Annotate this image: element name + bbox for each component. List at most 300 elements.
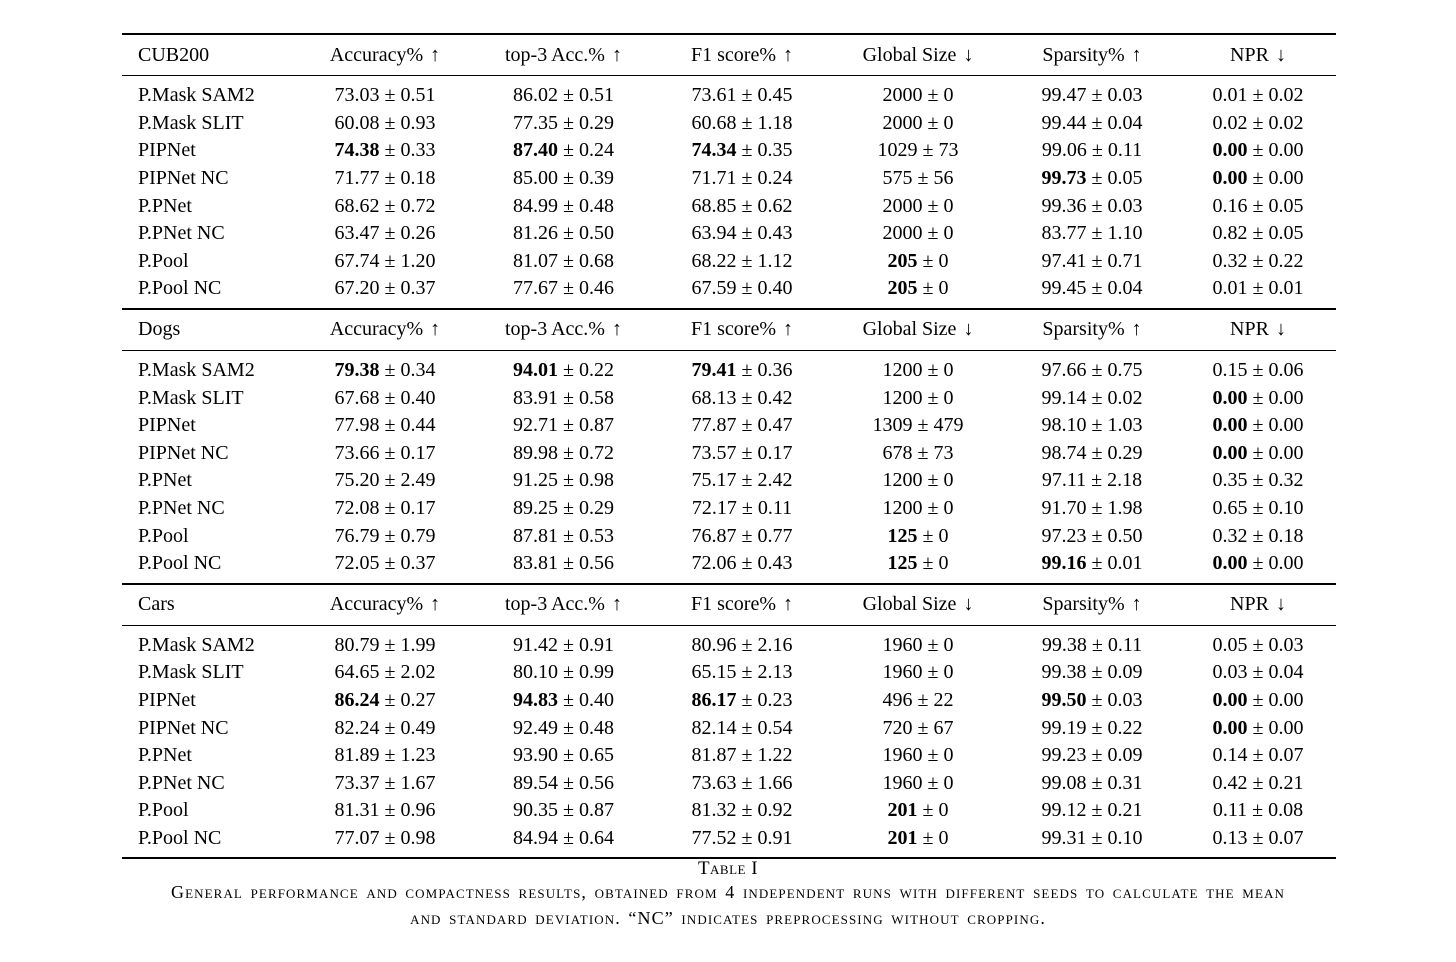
metric-cell <box>652 165 832 193</box>
metric-value: 0.00 <box>1212 414 1248 437</box>
metric-value: 1200 <box>882 359 923 382</box>
metric-value: 720 <box>882 716 913 739</box>
metric-value: 79.38 <box>334 359 380 382</box>
metric-value: 1960 <box>882 661 923 684</box>
metric-value: 83.81 <box>513 552 558 575</box>
metric-value: 75.20 <box>334 469 380 492</box>
metric-cell <box>832 384 1004 412</box>
metric-value: 67.68 <box>334 386 380 409</box>
metric-cell <box>832 192 1004 220</box>
metric-value: 94.83 <box>513 688 558 711</box>
table-row <box>122 522 1336 550</box>
metric-cell <box>832 742 1004 770</box>
column-header-label: NPR <box>1230 318 1269 341</box>
metric-stddev: ± 1.10 <box>1086 222 1143 245</box>
column-header-label: Accuracy% <box>329 318 424 341</box>
metric-value: 73.61 <box>691 84 737 107</box>
metric-cell <box>1004 659 1180 687</box>
metric-stddev: ± 0.77 <box>736 524 793 547</box>
metric-stddev: ± 0.01 <box>1086 552 1143 575</box>
column-header <box>1004 584 1180 626</box>
metric-cell <box>832 495 1004 523</box>
metric-value: 2000 <box>882 222 923 245</box>
metric-value: 89.25 <box>513 497 558 520</box>
metric-value: 678 <box>882 441 913 464</box>
table-row <box>122 275 1336 308</box>
section-table-cars <box>122 583 1336 858</box>
metric-value: 92.71 <box>513 414 558 437</box>
metric-stddev: ± 0.99 <box>558 661 614 684</box>
table-row <box>122 440 1336 468</box>
metric-value: 83.77 <box>1041 222 1087 245</box>
metric-cell <box>475 797 652 825</box>
metric-stddev: ± 0.22 <box>1086 716 1143 739</box>
metric-cell <box>652 220 832 248</box>
metric-cell <box>295 825 475 858</box>
metric-cell <box>1004 275 1180 308</box>
section-table-cub200 <box>122 33 1336 308</box>
column-header <box>832 309 1004 351</box>
metric-value: 73.63 <box>691 771 737 794</box>
metric-stddev: ± 0.51 <box>379 84 436 107</box>
metric-stddev: ± 0.53 <box>558 524 614 547</box>
metric-stddev: ± 0 <box>917 249 949 272</box>
metric-value: 97.41 <box>1041 249 1087 272</box>
metric-stddev: ± 0.42 <box>736 386 793 409</box>
metric-cell <box>295 687 475 715</box>
metric-cell <box>1180 384 1336 412</box>
metric-cell <box>475 825 652 858</box>
table-row <box>122 248 1336 276</box>
metric-cell <box>295 350 475 384</box>
metric-cell <box>1180 165 1336 193</box>
metric-stddev: ± 0.24 <box>736 167 793 190</box>
metric-stddev: ± 479 <box>912 414 964 437</box>
metric-value: 0.16 <box>1212 194 1248 217</box>
metric-cell <box>1180 110 1336 138</box>
metric-stddev: ± 0.56 <box>558 771 614 794</box>
arrow-up-icon: ↑ <box>1126 593 1142 615</box>
metric-cell <box>475 625 652 659</box>
metric-value: 77.35 <box>513 111 558 134</box>
metric-value: 575 <box>882 167 913 190</box>
metric-stddev: ± 0.51 <box>558 84 614 107</box>
metric-stddev: ± 0.10 <box>1247 497 1304 520</box>
metric-cell <box>295 275 475 308</box>
metric-stddev: ± 0.22 <box>1247 249 1304 272</box>
method-name: P.Pool <box>138 799 189 822</box>
dataset-name: Dogs <box>138 318 181 341</box>
metric-stddev: ± 0.98 <box>558 469 614 492</box>
table-row <box>122 412 1336 440</box>
metric-cell <box>1004 440 1180 468</box>
metric-stddev: ± 0.00 <box>1247 414 1304 437</box>
metric-stddev: ± 0.05 <box>1247 194 1304 217</box>
metric-value: 72.17 <box>691 497 737 520</box>
arrow-up-icon: ↑ <box>777 318 793 341</box>
metric-value: 0.15 <box>1212 359 1248 382</box>
metric-value: 99.12 <box>1041 799 1087 822</box>
metric-cell <box>295 742 475 770</box>
table-row <box>122 825 1336 858</box>
metric-cell <box>1180 220 1336 248</box>
arrow-down-icon: ↓ <box>1270 593 1286 615</box>
metric-stddev: ± 1.99 <box>379 633 436 656</box>
metric-cell <box>1180 275 1336 308</box>
metric-stddev: ± 0.05 <box>1086 167 1143 190</box>
column-header <box>1180 309 1336 351</box>
metric-value: 99.50 <box>1041 688 1087 711</box>
method-name: P.Mask SLIT <box>138 111 244 134</box>
metric-stddev: ± 22 <box>912 688 954 711</box>
metric-cell <box>652 192 832 220</box>
metric-stddev: ± 0.54 <box>736 716 793 739</box>
metric-value: 80.96 <box>691 633 737 656</box>
metric-stddev: ± 0.00 <box>1247 552 1304 575</box>
table-row <box>122 137 1336 165</box>
metric-cell <box>832 467 1004 495</box>
metric-stddev: ± 0.39 <box>558 167 614 190</box>
metric-cell <box>1180 522 1336 550</box>
metric-cell <box>1004 797 1180 825</box>
metric-stddev: ± 0.03 <box>1086 688 1143 711</box>
metric-stddev: ± 0.72 <box>558 441 614 464</box>
metric-value: 0.42 <box>1212 771 1248 794</box>
metric-cell <box>832 137 1004 165</box>
metric-cell <box>1004 550 1180 583</box>
metric-stddev: ± 0.93 <box>379 111 436 134</box>
column-header-label: Global Size <box>862 318 957 341</box>
metric-cell <box>475 769 652 797</box>
method-name: PIPNet NC <box>138 441 229 464</box>
metric-cell <box>1180 350 1336 384</box>
method-name: P.Mask SAM2 <box>138 359 255 382</box>
dataset-name: CUB200 <box>138 43 210 66</box>
metric-value: 205 <box>887 249 918 272</box>
metric-stddev: ± 0.00 <box>1247 716 1304 739</box>
metric-cell <box>1180 550 1336 583</box>
method-name: P.Pool NC <box>138 552 222 575</box>
metric-value: 0.00 <box>1212 167 1248 190</box>
column-header-label: Sparsity% <box>1042 43 1125 66</box>
metric-cell <box>475 220 652 248</box>
metric-value: 68.13 <box>691 386 737 409</box>
metric-cell <box>1180 687 1336 715</box>
metric-value: 93.90 <box>513 744 558 767</box>
arrow-up-icon: ↑ <box>606 593 622 615</box>
metric-cell <box>295 192 475 220</box>
metric-value: 1200 <box>882 386 923 409</box>
metric-value: 99.47 <box>1041 84 1087 107</box>
metric-cell <box>652 769 832 797</box>
metric-cell <box>475 467 652 495</box>
metric-cell <box>475 522 652 550</box>
metric-value: 81.07 <box>513 249 558 272</box>
metric-value: 86.24 <box>334 688 380 711</box>
metric-stddev: ± 0.79 <box>379 524 436 547</box>
column-header-label: NPR <box>1230 43 1269 66</box>
metric-cell <box>475 137 652 165</box>
metric-stddev: ± 0 <box>917 799 949 822</box>
metric-cell <box>652 412 832 440</box>
arrow-up-icon: ↑ <box>777 43 793 66</box>
metric-cell <box>832 275 1004 308</box>
column-header <box>1004 34 1180 76</box>
metric-value: 81.87 <box>691 744 737 767</box>
metric-cell <box>652 495 832 523</box>
metric-cell <box>1180 467 1336 495</box>
column-header-label: Accuracy% <box>329 593 424 615</box>
arrow-down-icon: ↓ <box>958 593 974 615</box>
column-header-label: F1 score% <box>691 318 776 341</box>
metric-stddev: ± 0.09 <box>1086 744 1143 767</box>
metric-value: 0.00 <box>1212 552 1248 575</box>
metric-stddev: ± 0.11 <box>736 497 793 520</box>
column-header <box>652 34 832 76</box>
metric-stddev: ± 0.68 <box>558 249 614 272</box>
metric-stddev: ± 0.46 <box>558 277 614 300</box>
metric-cell <box>1004 220 1180 248</box>
metric-value: 63.47 <box>334 222 380 245</box>
metric-stddev: ± 0 <box>922 771 954 794</box>
metric-value: 0.00 <box>1212 688 1248 711</box>
column-header <box>475 34 652 76</box>
metric-value: 76.79 <box>334 524 380 547</box>
metric-stddev: ± 0 <box>922 386 954 409</box>
metric-value: 73.57 <box>691 441 737 464</box>
column-header <box>475 584 652 626</box>
metric-value: 72.06 <box>691 552 737 575</box>
metric-stddev: ± 0.04 <box>1086 111 1143 134</box>
table-row <box>122 220 1336 248</box>
metric-value: 0.13 <box>1212 826 1248 849</box>
column-header <box>652 584 832 626</box>
metric-value: 2000 <box>882 111 923 134</box>
metric-value: 89.98 <box>513 441 558 464</box>
metric-cell <box>475 384 652 412</box>
metric-value: 99.23 <box>1041 744 1087 767</box>
metric-stddev: ± 1.98 <box>1086 497 1143 520</box>
metric-stddev: ± 0.22 <box>558 359 614 382</box>
metric-cell <box>1180 625 1336 659</box>
metric-value: 99.06 <box>1041 139 1087 162</box>
metric-stddev: ± 0.72 <box>379 194 436 217</box>
metric-stddev: ± 0 <box>917 277 949 300</box>
metric-stddev: ± 0.64 <box>558 826 614 849</box>
metric-cell <box>295 412 475 440</box>
header-row <box>122 584 1336 626</box>
metric-cell <box>1004 76 1180 110</box>
metric-value: 74.34 <box>691 139 737 162</box>
metric-stddev: ± 0.36 <box>736 359 793 382</box>
column-header-label: Sparsity% <box>1042 593 1125 615</box>
arrow-up-icon: ↑ <box>1126 43 1142 66</box>
metric-cell <box>652 742 832 770</box>
metric-cell <box>832 687 1004 715</box>
metric-cell <box>295 769 475 797</box>
metric-cell <box>475 742 652 770</box>
metric-stddev: ± 0.91 <box>558 633 614 656</box>
metric-cell <box>832 220 1004 248</box>
metric-value: 79.41 <box>691 359 737 382</box>
metric-value: 2000 <box>882 84 923 107</box>
metric-stddev: ± 0.91 <box>736 826 793 849</box>
metric-stddev: ± 0.04 <box>1086 277 1143 300</box>
metric-cell <box>652 248 832 276</box>
metric-cell <box>1004 467 1180 495</box>
metric-cell <box>1004 137 1180 165</box>
header-row <box>122 34 1336 76</box>
metric-cell <box>295 248 475 276</box>
metric-cell <box>1004 110 1180 138</box>
arrow-up-icon: ↑ <box>606 318 622 341</box>
metric-stddev: ± 56 <box>912 167 954 190</box>
metric-stddev: ± 1.12 <box>736 249 793 272</box>
metric-value: 90.35 <box>513 799 558 822</box>
metric-value: 91.70 <box>1041 497 1087 520</box>
metric-value: 86.02 <box>513 84 558 107</box>
metric-value: 99.38 <box>1041 661 1087 684</box>
method-name: P.PNet <box>138 469 192 492</box>
metric-cell <box>832 825 1004 858</box>
metric-stddev: ± 0.40 <box>379 386 436 409</box>
metric-value: 201 <box>887 799 918 822</box>
method-name: PIPNet <box>138 414 196 437</box>
arrow-down-icon: ↓ <box>958 43 974 66</box>
metric-value: 2000 <box>882 194 923 217</box>
header-row <box>122 309 1336 351</box>
method-name: P.PNet NC <box>138 222 225 245</box>
metric-value: 1029 <box>877 139 918 162</box>
metric-stddev: ± 0.21 <box>1247 771 1304 794</box>
metric-value: 0.11 <box>1212 799 1248 822</box>
metric-cell <box>832 550 1004 583</box>
metric-stddev: ± 2.42 <box>736 469 793 492</box>
metric-value: 99.38 <box>1041 633 1087 656</box>
metric-stddev: ± 2.49 <box>379 469 436 492</box>
metric-cell <box>295 495 475 523</box>
metric-cell <box>832 714 1004 742</box>
metric-stddev: ± 0 <box>922 111 954 134</box>
metric-cell <box>475 275 652 308</box>
metric-stddev: ± 0 <box>917 826 949 849</box>
metric-stddev: ± 0.37 <box>379 552 436 575</box>
metric-value: 60.68 <box>691 111 737 134</box>
column-header <box>295 584 475 626</box>
metric-cell <box>832 110 1004 138</box>
column-header-label: F1 score% <box>691 593 776 615</box>
metric-stddev: ± 0.09 <box>1086 661 1143 684</box>
metric-stddev: ± 0.07 <box>1247 826 1304 849</box>
metric-cell <box>1180 797 1336 825</box>
metric-cell <box>475 110 652 138</box>
metric-stddev: ± 0 <box>922 222 954 245</box>
metric-cell <box>295 76 475 110</box>
metric-cell <box>295 797 475 825</box>
metric-value: 99.44 <box>1041 111 1087 134</box>
metric-cell <box>832 522 1004 550</box>
column-header <box>1180 34 1336 76</box>
arrow-up-icon: ↑ <box>425 593 441 615</box>
metric-value: 60.08 <box>334 111 380 134</box>
metric-stddev: ± 0.29 <box>558 111 614 134</box>
metric-stddev: ± 0.35 <box>736 139 793 162</box>
metric-stddev: ± 0.21 <box>1086 799 1143 822</box>
metric-value: 99.31 <box>1041 826 1087 849</box>
column-header <box>475 309 652 351</box>
metric-cell <box>1180 825 1336 858</box>
metric-value: 0.82 <box>1212 222 1248 245</box>
metric-cell <box>832 76 1004 110</box>
method-name: PIPNet NC <box>138 167 229 190</box>
metric-stddev: ± 0.10 <box>1086 826 1143 849</box>
metric-value: 65.15 <box>691 661 737 684</box>
metric-cell <box>1004 742 1180 770</box>
metric-cell <box>475 192 652 220</box>
metric-stddev: ± 0.02 <box>1247 111 1304 134</box>
metric-cell <box>295 714 475 742</box>
metric-value: 0.32 <box>1212 249 1248 272</box>
arrow-up-icon: ↑ <box>606 43 622 66</box>
metric-stddev: ± 0.44 <box>379 414 436 437</box>
table-row <box>122 797 1336 825</box>
metric-value: 68.85 <box>691 194 737 217</box>
metric-cell <box>295 137 475 165</box>
metric-value: 0.01 <box>1212 277 1248 300</box>
metric-cell <box>652 522 832 550</box>
metric-value: 0.35 <box>1212 469 1248 492</box>
column-header-label: Sparsity% <box>1042 318 1125 341</box>
metric-stddev: ± 73 <box>912 441 954 464</box>
table-row <box>122 550 1336 583</box>
metric-value: 86.17 <box>691 688 737 711</box>
metric-value: 205 <box>887 277 918 300</box>
arrow-up-icon: ↑ <box>425 318 441 341</box>
metric-stddev: ± 0.43 <box>736 552 793 575</box>
metric-value: 97.23 <box>1041 524 1087 547</box>
metric-cell <box>652 384 832 412</box>
metric-cell <box>295 467 475 495</box>
metric-value: 201 <box>887 826 918 849</box>
metric-cell <box>1004 412 1180 440</box>
metric-cell <box>652 76 832 110</box>
metric-value: 94.01 <box>513 359 558 382</box>
metric-stddev: ± 0.48 <box>558 716 614 739</box>
metric-stddev: ± 0.58 <box>558 386 614 409</box>
metric-value: 1960 <box>882 744 923 767</box>
metric-cell <box>1180 412 1336 440</box>
metric-value: 0.32 <box>1212 524 1248 547</box>
metric-value: 91.42 <box>513 633 558 656</box>
metric-cell <box>1004 248 1180 276</box>
metric-cell <box>475 440 652 468</box>
table-caption-line2: and standard deviation. “NC” indicates preprocessing without cropping. <box>410 908 1046 928</box>
metric-stddev: ± 0.87 <box>558 414 614 437</box>
metric-cell <box>1004 384 1180 412</box>
metric-stddev: ± 0.87 <box>558 799 614 822</box>
dataset-name: Cars <box>138 593 175 615</box>
metric-value: 85.00 <box>513 167 558 190</box>
column-header <box>295 309 475 351</box>
metric-stddev: ± 0 <box>922 744 954 767</box>
metric-value: 63.94 <box>691 222 737 245</box>
method-name: P.PNet NC <box>138 771 225 794</box>
metric-stddev: ± 0.17 <box>379 441 436 464</box>
metric-stddev: ± 0 <box>922 359 954 382</box>
table-row <box>122 384 1336 412</box>
metric-stddev: ± 0.05 <box>1247 222 1304 245</box>
metric-stddev: ± 0.45 <box>736 84 793 107</box>
